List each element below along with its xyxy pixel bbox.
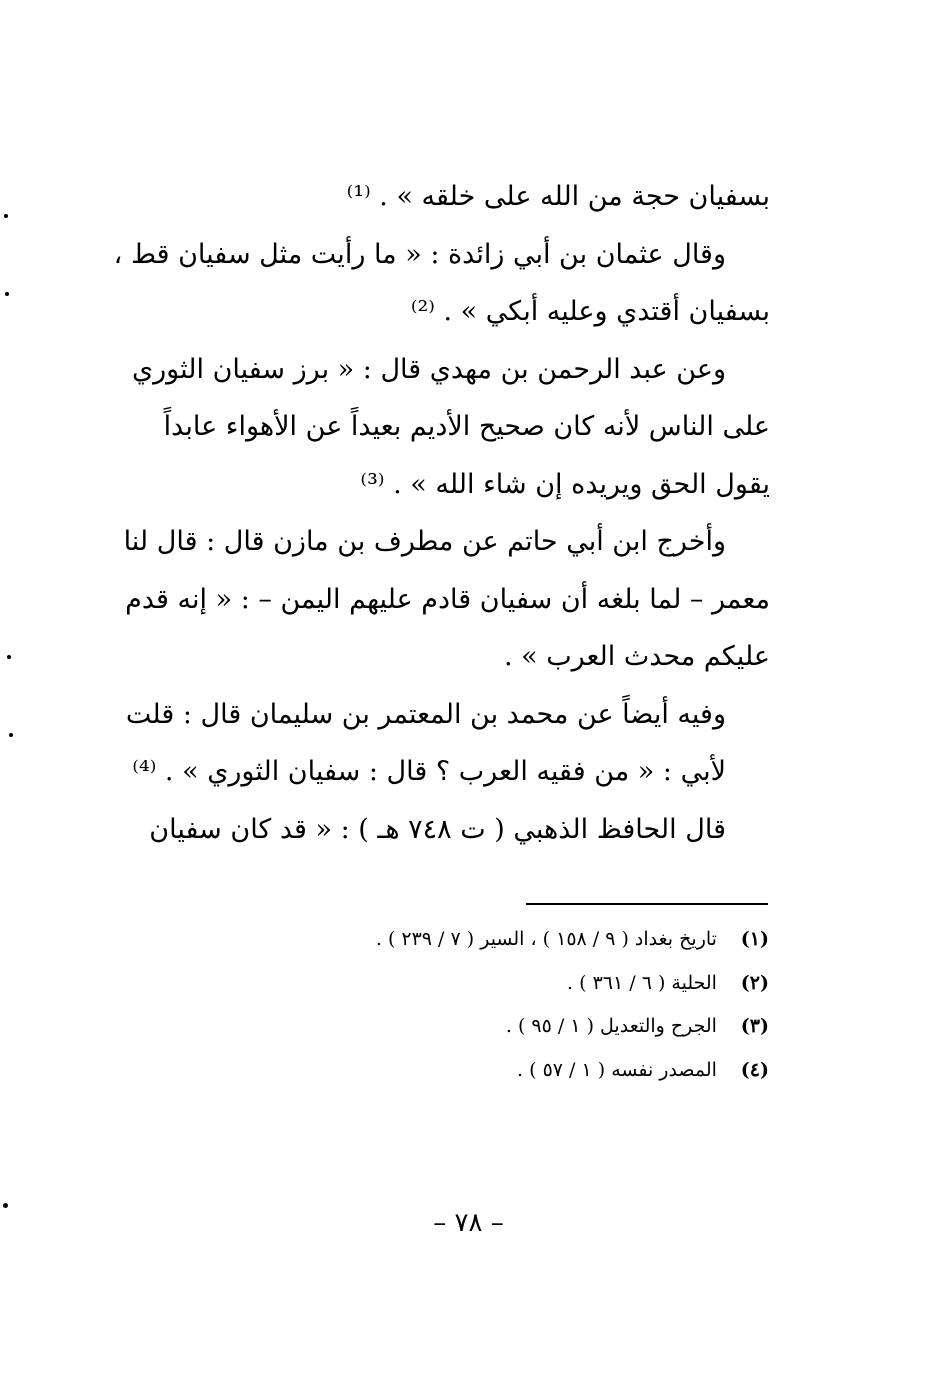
footnote-text: الجرح والتعديل ( ١ / ٩٥ ) .: [505, 1015, 717, 1037]
footnote-1: [209, 918, 769, 962]
footnotes: [209, 918, 769, 1092]
footnote-4: [209, 1049, 769, 1093]
scan-speck: [7, 655, 11, 659]
scan-speck: [3, 1203, 8, 1208]
footnote-number: (٢): [740, 971, 769, 994]
text-line-7: وأخرج ابن أبي حاتم عن مطرف بن مازن قال : قال لنا: [123, 526, 726, 557]
footnote-number: (٣): [740, 1015, 769, 1037]
scan-speck: [5, 292, 9, 296]
text-line-8: معمر – لما بلغه أن سفيان قادم عليهم اليمن – : « إنه قدم: [125, 583, 770, 615]
text-line-3: بسفيان أقتدي وعليه أبكي » . ⁽²⁾: [410, 296, 770, 327]
page-number: – ٧٨ –: [433, 1208, 504, 1238]
text-line-2: وقال عثمان بن أبي زائدة : « ما رأيت مثل سفيان قط ،: [113, 238, 726, 270]
text-line-5: على الناس لأنه كان صحيح الأديم بعيداً عن الأهواء عابداً: [163, 411, 770, 442]
text-line-11: لأبي : « من فقيه العرب ؟ قال : سفيان الثوري » . ⁽⁴⁾: [132, 756, 726, 787]
text-line-12: قال الحافظ الذهبي ( ت ٧٤٨ هـ ) : « قد كان سفيان: [149, 813, 726, 845]
footnote-separator: [526, 903, 768, 905]
text-line-10: وفيه أيضاً عن محمد بن المعتمر بن سليمان قال : قلت: [125, 698, 726, 730]
main-text-block: [113, 168, 770, 858]
footnote-number: (١): [740, 928, 769, 950]
footnote-text: تاريخ بغداد ( ٩ / ١٥٨ ) ، السير ( ٧ / ٢٣٩ ) .: [375, 928, 717, 950]
footnote-number: (٤): [740, 1058, 769, 1081]
footnote-2: [209, 962, 769, 1006]
footnote-text: الحلية ( ٦ / ٣٦١ ) .: [567, 971, 717, 994]
footnote-3: [209, 1005, 769, 1049]
text-line-9: عليكم محدث العرب » .: [503, 641, 770, 672]
text-line-1: بسفيان حجة من الله على خلقه » . ⁽¹⁾: [346, 181, 770, 212]
scan-speck: [9, 733, 13, 737]
text-line-6: يقول الحق ويريده إن شاء الله » . ⁽³⁾: [360, 468, 770, 500]
text-line-4: وعن عبد الرحمن بن مهدي قال : « برز سفيان الثوري: [131, 353, 726, 385]
scan-speck: [4, 214, 8, 218]
footnote-text: المصدر نفسه ( ١ / ٥٧ ) .: [517, 1058, 717, 1081]
